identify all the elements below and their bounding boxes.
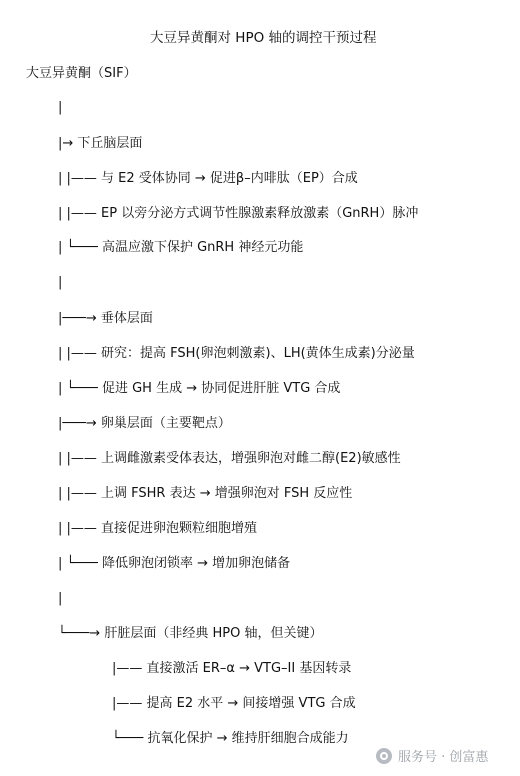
tree-line: |—— 提高 E2 水平 → 间接增强 VTG 合成 [112,696,356,711]
branch-hypothalamus: |→ 下丘脑层面 [58,136,143,151]
branch-liver: └───→ 肝脏层面（非经典 HPO 轴，但关键） [58,626,323,641]
tree-line: | |—— 直接促进卵泡颗粒细胞增殖 [58,521,258,536]
watermark [376,746,488,765]
tree-line: | |—— 上调 FSHR 表达 → 增强卵泡对 FSH 反应性 [58,486,353,501]
tree-connector: | [58,275,63,290]
tree-line: | |—— EP 以旁分泌方式调节性腺激素释放激素（GnRH）脉冲 [58,206,419,221]
tree-line: | └─── 促进 GH 生成 → 协同促进肝脏 VTG 合成 [58,381,341,396]
tree-connector: | [58,591,63,606]
tree-line: | |—— 上调雌激素受体表达，增强卵泡对雌二醇(E2)敏感性 [58,451,401,466]
tree-line: └─── 抗氧化保护 → 维持肝细胞合成能力 [112,731,349,746]
tree-line: | |—— 研究：提高 FSH(卵泡刺激素)、LH(黄体生成素)分泌量 [58,346,415,361]
branch-ovary: |───→ 卵巢层面（主要靶点） [58,416,231,431]
branch-pituitary: |───→ 垂体层面 [58,311,153,326]
watermark-text: 服务号 · 创富惠 [398,750,489,765]
tree-root: 大豆异黄酮（SIF） [26,66,137,81]
tree-line: | └─── 降低卵泡闭锁率 → 增加卵泡储备 [58,556,291,571]
tree-line: | └─── 高温应激下保护 GnRH 神经元功能 [58,240,304,255]
page-title: 大豆异黄酮对 HPO 轴的调控干预过程 [150,30,377,46]
tree-line: | |—— 与 E2 受体协同 → 促进β–内啡肽（EP）合成 [58,171,358,186]
wechat-channel-icon [376,748,392,764]
tree-connector: | [58,100,63,115]
tree-line: |—— 直接激活 ER–α → VTG–II 基因转录 [112,661,352,676]
